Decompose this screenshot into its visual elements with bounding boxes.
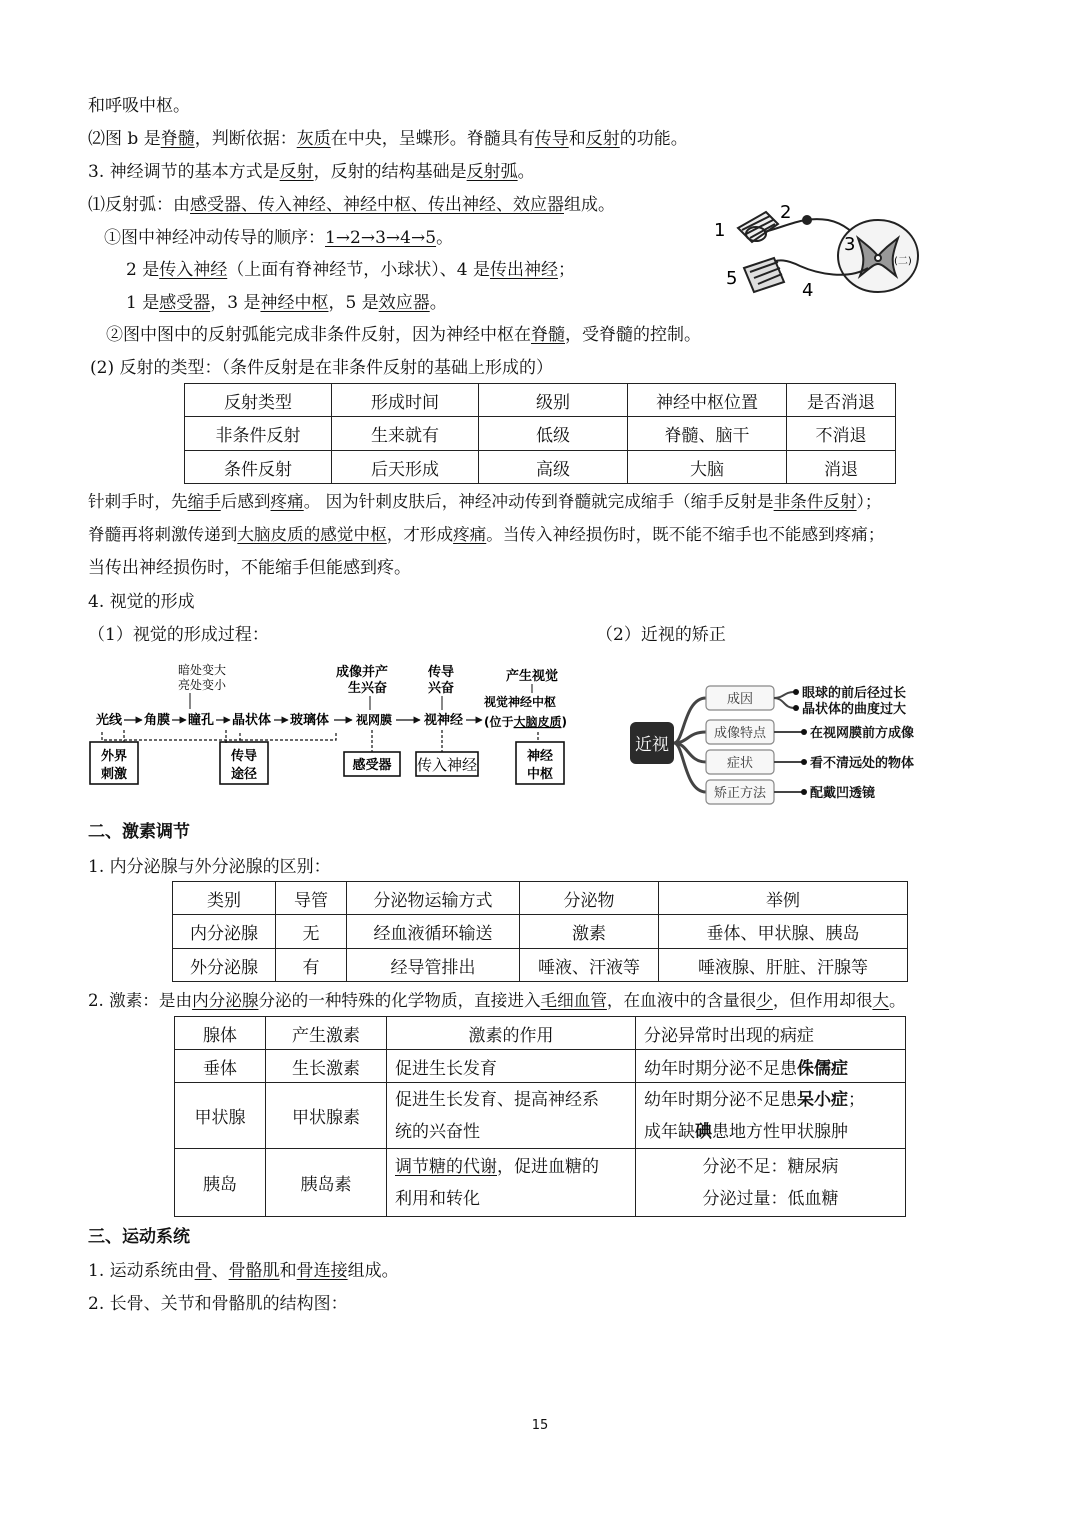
text-line-17: 1. 运动系统由骨、骨骼肌和骨连接组成。 — [88, 1261, 399, 1281]
pupil-note-1: 暗处变大 — [178, 663, 227, 677]
table-cell: 经导管排出 — [347, 949, 520, 982]
label-4: 4 — [802, 280, 814, 300]
table-cell: 幼年时期分泌不足患呆小症； 成年缺碘患地方性甲状腺肿 — [636, 1083, 906, 1149]
table-cell: 分泌不足：糖尿病 分泌过量：低血糖 — [636, 1149, 906, 1217]
box-center-1: 神经 — [526, 749, 554, 764]
table-row — [173, 915, 908, 949]
box-stimulus-1: 外界 — [100, 749, 128, 764]
text-line-9: (2) 反射的类型：（条件反射是在非条件反射的基础上形成的） — [90, 358, 553, 378]
table-header-cell: 分泌物运输方式 — [347, 882, 520, 915]
text-line-15: 1. 内分泌腺与外分泌腺的区别： — [88, 857, 331, 877]
myopia-item-feature: 成像特点 — [713, 726, 767, 741]
table-cell: 促进生长发育 — [387, 1050, 636, 1083]
table-cell: 高级 — [479, 451, 628, 484]
myopia-symptom-text: 看不清远处的物体 — [810, 756, 915, 771]
table-cell: 激素 — [520, 915, 659, 949]
text-line-2: ⑵图 b 是脊髓，判断依据：灰质在中央，呈蝶形。脊髓具有传导和反射的功能。 — [88, 129, 688, 149]
table-cell: 非条件反射 — [185, 417, 332, 451]
table-header-cell: 是否消退 — [787, 384, 896, 417]
table-header-cell: 激素的作用 — [387, 1017, 636, 1050]
pupil-note-2: 亮处变小 — [178, 678, 227, 692]
text-line-5: ①图中神经冲动传导的顺序：1→2→3→4→5。 — [104, 228, 454, 248]
table-header-cell: 类别 — [173, 882, 276, 915]
table-row — [173, 949, 908, 982]
table-header-cell: 神经中枢位置 — [628, 384, 787, 417]
text-line-16: 2. 激素：是由内分泌腺分泌的一种特殊的化学物质，直接进入毛细血管，在血液中的含量很少，但作用却很大。 — [88, 991, 906, 1010]
page-number: 15 — [531, 1418, 549, 1433]
table-header-row — [185, 384, 896, 417]
table-cell: 不消退 — [787, 417, 896, 451]
table-cell: 垂体 — [175, 1050, 266, 1083]
retina-note-2: 生兴奋 — [348, 681, 388, 696]
table-header-cell: 举例 — [659, 882, 908, 915]
retina-note-1: 成像并产 — [336, 665, 389, 680]
table-cell: 有 — [276, 949, 347, 982]
section-heading-hormone: 二、激素调节 — [88, 822, 190, 842]
label-er: (二) — [894, 256, 912, 267]
box-stimulus-2: 刺激 — [100, 767, 128, 782]
table-header-cell: 腺体 — [175, 1017, 266, 1050]
reflex-type-table — [184, 383, 896, 484]
myopia-item-fix: 矫正方法 — [713, 786, 767, 801]
table-cell: 外分泌腺 — [173, 949, 276, 982]
chain-vitreous: 玻璃体 — [290, 713, 330, 728]
table-cell: 促进生长发育、提高神经系 统的兴奋性 — [387, 1083, 636, 1149]
label-3: 3 — [844, 234, 856, 255]
text-line-12: 当传出神经损伤时，不能缩手但能感到疼。 — [88, 558, 411, 578]
box-path-1: 传导 — [230, 749, 258, 764]
vision-formation-diagram — [86, 660, 592, 790]
myopia-mindmap — [628, 676, 946, 808]
text-line-10: 针刺手时，先缩手后感到疼痛。 因为针刺皮肤后，神经冲动传到脊髓就完成缩手（缩手反射是非条件反射）； — [88, 492, 882, 511]
myopia-center-label: 近视 — [635, 735, 669, 755]
box-center-2: 中枢 — [526, 767, 554, 782]
table-header-cell: 分泌物 — [520, 882, 659, 915]
table-cell: 生来就有 — [332, 417, 479, 451]
table-header-cell: 形成时间 — [332, 384, 479, 417]
table-row — [175, 1083, 906, 1149]
table-header-row — [175, 1017, 906, 1050]
text-line-7: 1 是感受器，3 是神经中枢，5 是效应器。 — [126, 293, 447, 313]
table-row — [185, 451, 896, 484]
table-cell: 生长激素 — [266, 1050, 387, 1083]
table-cell: 消退 — [787, 451, 896, 484]
myopia-cause-2: 晶状体的曲度过大 — [802, 702, 907, 717]
chain-pupil: 瞳孔 — [188, 713, 215, 728]
table-cell: 胰岛 — [175, 1149, 266, 1217]
chain-lens: 晶状体 — [232, 713, 272, 728]
text-line-18: 2. 长骨、关节和骨骼肌的结构图： — [88, 1294, 348, 1314]
nerve-note-1: 传导 — [428, 665, 455, 680]
table-cell: 垂体、甲状腺、胰岛 — [659, 915, 908, 949]
myopia-cause-1: 眼球的前后径过长 — [802, 686, 907, 701]
table-cell: 内分泌腺 — [173, 915, 276, 949]
table-header-cell: 级别 — [479, 384, 628, 417]
table-header-row — [173, 882, 908, 915]
table-header-cell: 分泌异常时出现的病症 — [636, 1017, 906, 1050]
label-5: 5 — [726, 268, 738, 289]
table-header-cell: 反射类型 — [185, 384, 332, 417]
myopia-item-cause: 成因 — [726, 692, 754, 707]
section-heading-motor: 三、运动系统 — [88, 1227, 190, 1247]
myopia-fix-text: 配戴凹透镜 — [810, 786, 876, 801]
text-line-13: 4. 视觉的形成 — [88, 592, 195, 612]
box-receptor: 感受器 — [352, 758, 392, 773]
text-line-14b: （2）近视的矫正 — [596, 625, 726, 645]
table-cell: 大脑 — [628, 451, 787, 484]
table-cell: 经血液循环输送 — [347, 915, 520, 949]
table-cell: 条件反射 — [185, 451, 332, 484]
label-1: 1 — [714, 220, 726, 241]
table-header-cell: 导管 — [276, 882, 347, 915]
text-line-4: ⑴反射弧：由感受器、传入神经、神经中枢、传出神经、效应器组成。 — [88, 195, 615, 215]
box-path-2: 途径 — [230, 767, 258, 782]
table-header-cell: 产生激素 — [266, 1017, 387, 1050]
text-line-3: 3. 神经调节的基本方式是反射，反射的结构基础是反射弧。 — [88, 162, 535, 182]
label-2: 2 — [780, 202, 792, 223]
chain-center-2: (位于大脑皮质) — [484, 715, 567, 729]
text-line-11: 脊髓再将刺激传递到大脑皮质的感觉中枢，才形成疼痛。当传入神经损伤时，既不能不缩手也不能感到疼痛； — [88, 525, 885, 544]
chain-cornea: 角膜 — [144, 713, 171, 728]
hormone-table — [174, 1016, 906, 1217]
myopia-item-symptom: 症状 — [726, 756, 754, 771]
table-cell: 甲状腺 — [175, 1083, 266, 1149]
text-line-14a: （1）视觉的形成过程： — [88, 625, 269, 645]
chain-optic-nerve: 视神经 — [424, 713, 464, 728]
table-row — [175, 1050, 906, 1083]
table-cell: 脊髓、脑干 — [628, 417, 787, 451]
table-cell: 无 — [276, 915, 347, 949]
chain-light: 光线 — [96, 713, 123, 728]
table-row — [185, 417, 896, 451]
text-line-8: ②图中图中的反射弧能完成非条件反射，因为神经中枢在脊髓，受脊髓的控制。 — [106, 325, 701, 345]
table-row — [175, 1149, 906, 1217]
table-cell: 胰岛素 — [266, 1149, 387, 1217]
myopia-feature-text: 在视网膜前方成像 — [810, 726, 915, 741]
text-line-1: 和呼吸中枢。 — [88, 96, 190, 116]
chain-retina: 视网膜 — [356, 713, 393, 727]
center-note: 产生视觉 — [506, 669, 559, 684]
table-cell: 调节糖的代谢，促进血糖的 利用和转化 — [387, 1149, 636, 1217]
chain-center-1: 视觉神经中枢 — [484, 695, 557, 709]
table-cell: 低级 — [479, 417, 628, 451]
reflex-arc-figure — [708, 198, 928, 300]
table-cell: 甲状腺素 — [266, 1083, 387, 1149]
table-cell: 后天形成 — [332, 451, 479, 484]
table-cell: 唾液、汗液等 — [520, 949, 659, 982]
gland-comparison-table — [172, 881, 908, 982]
box-afferent: 传入神经 — [416, 756, 478, 774]
table-cell: 唾液腺、肝脏、汗腺等 — [659, 949, 908, 982]
text-line-6: 2 是传入神经（上面有脊神经节，小球状）、4 是传出神经； — [126, 260, 575, 280]
nerve-note-2: 兴奋 — [428, 681, 455, 696]
table-cell: 幼年时期分泌不足患侏儒症 — [636, 1050, 906, 1083]
